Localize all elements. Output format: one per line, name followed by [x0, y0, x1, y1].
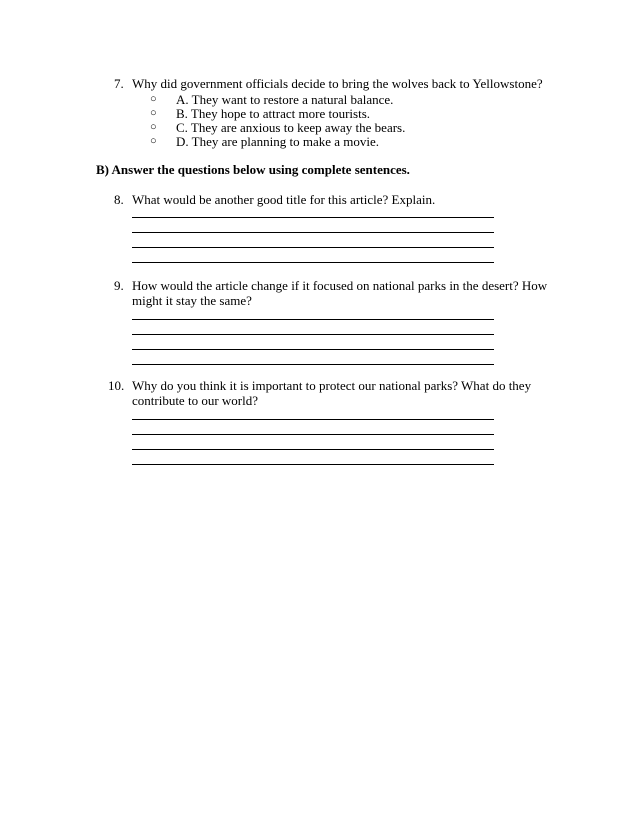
option-a-label: A. They want to restore a natural balance. [176, 92, 394, 107]
answer-line[interactable] [132, 319, 494, 320]
option-a-radio[interactable]: ○ [150, 93, 157, 105]
answer-line[interactable] [132, 334, 494, 335]
question-9-number: 9. [114, 278, 124, 293]
answer-line[interactable] [132, 232, 494, 233]
question-10-text-line2: contribute to our world? [132, 393, 258, 408]
question-9-text-line1: How would the article change if it focused on national parks in the desert? How [132, 278, 548, 293]
option-b-label: B. They hope to attract more tourists. [176, 106, 370, 121]
answer-line[interactable] [132, 349, 494, 350]
question-10-text-line1: Why do you think it is important to protect our national parks? What do they [132, 378, 532, 393]
option-b-radio[interactable]: ○ [150, 107, 157, 119]
answer-line[interactable] [132, 262, 494, 263]
answer-line[interactable] [132, 449, 494, 450]
answer-line[interactable] [132, 217, 494, 218]
question-10-number: 10. [108, 378, 125, 393]
answer-line[interactable] [132, 364, 494, 365]
option-c-radio[interactable]: ○ [150, 121, 157, 133]
answer-line[interactable] [132, 434, 494, 435]
question-9-text-line2: might it stay the same? [132, 293, 252, 308]
answer-line[interactable] [132, 419, 494, 420]
question-7-number: 7. [114, 76, 124, 91]
option-c-label: C. They are anxious to keep away the bears. [176, 120, 406, 135]
answer-line[interactable] [132, 464, 494, 465]
question-7-text: Why did government officials decide to bring the wolves back to Yellowstone? [132, 76, 543, 91]
question-8-number: 8. [114, 192, 124, 207]
section-b-heading: B) Answer the questions below using complete sentences. [96, 162, 410, 177]
question-8-text: What would be another good title for this article? Explain. [132, 192, 436, 207]
option-d-radio[interactable]: ○ [150, 135, 157, 147]
answer-line[interactable] [132, 247, 494, 248]
option-d-label: D. They are planning to make a movie. [176, 134, 380, 149]
